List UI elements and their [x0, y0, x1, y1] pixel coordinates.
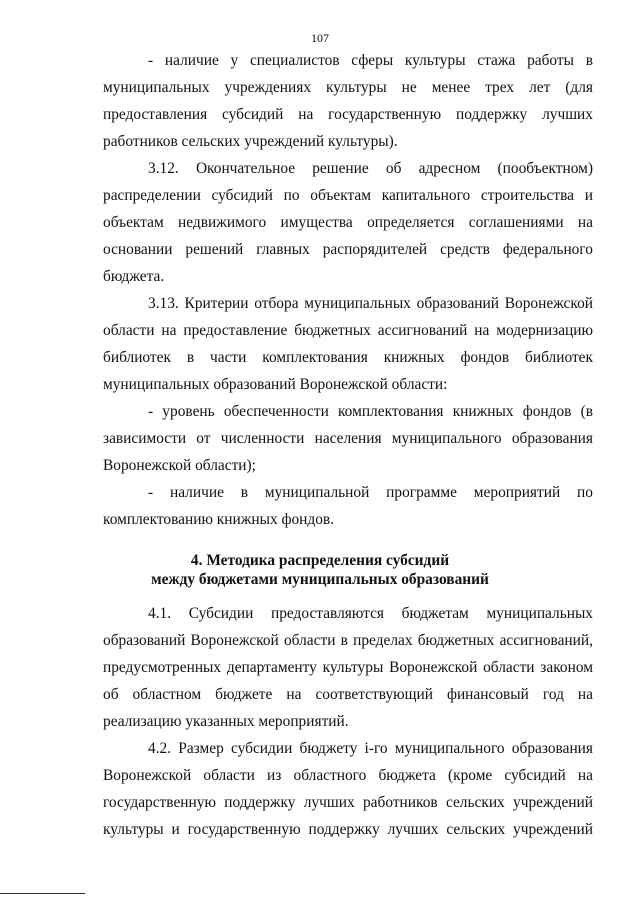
text-line: культуры и государственную поддержку лучших сельских учреждений — [103, 821, 593, 838]
text-line: Воронежской области); — [103, 457, 256, 474]
footnote-divider — [0, 893, 85, 894]
section-heading: между бюджетами муниципальных образований — [151, 571, 489, 588]
text-line: - наличие в муниципальной программе мероприятий по — [148, 484, 593, 501]
text-line: образований Воронежской области в пределах бюджетных ассигнований, — [103, 632, 593, 649]
text-line: объектам недвижимого имущества определяется соглашениями на — [103, 214, 593, 231]
text-line: - наличие у специалистов сферы культуры стажа работы в — [148, 52, 593, 69]
page-number: 107 — [311, 31, 329, 45]
text-line: предоставления субсидий на государственную поддержку лучших — [103, 106, 593, 123]
text-line: комплектованию книжных фондов. — [103, 511, 335, 528]
text-line: реализацию указанных мероприятий. — [103, 713, 349, 730]
text-line: Воронежской области из областного бюджета (кроме субсидий на — [103, 767, 593, 784]
text-line: библиотек в части комплектования книжных фондов библиотек — [103, 349, 593, 366]
text-line: 4.1. Субсидии предоставляются бюджетам муниципальных — [148, 605, 593, 622]
section-heading: 4. Методика распределения субсидий — [190, 552, 450, 569]
text-line: 3.12. Окончательное решение об адресном (пообъектном) — [148, 160, 593, 177]
text-line: об областном бюджете на соответствующий финансовый год на — [103, 686, 593, 703]
text-line: предусмотренных департаменту культуры Воронежской области законом — [103, 659, 593, 676]
text-line: - уровень обеспеченности комплектования книжных фондов (в — [148, 403, 593, 420]
text-line: зависимости от численности населения муниципального образования — [103, 430, 593, 447]
text-line: распределении субсидий по объектам капитального строительства и — [103, 187, 593, 204]
text-line: области на предоставление бюджетных ассигнований на модернизацию — [103, 322, 593, 339]
text-line: муниципальных образований Воронежской области: — [103, 376, 448, 393]
text-line: 4.2. Размер субсидии бюджету i-го муниципального образования — [148, 740, 593, 757]
text-line: муниципальных учреждениях культуры не менее трех лет (для — [103, 79, 593, 96]
text-line: работников сельских учреждений культуры). — [103, 133, 398, 150]
text-line: 3.13. Критерии отбора муниципальных образований Воронежской — [148, 295, 593, 312]
text-line: бюджета. — [103, 268, 165, 285]
text-line: основании решений главных распорядителей средств федерального — [103, 241, 593, 258]
text-line: государственную поддержку лучших работников сельских учреждений — [103, 794, 593, 811]
